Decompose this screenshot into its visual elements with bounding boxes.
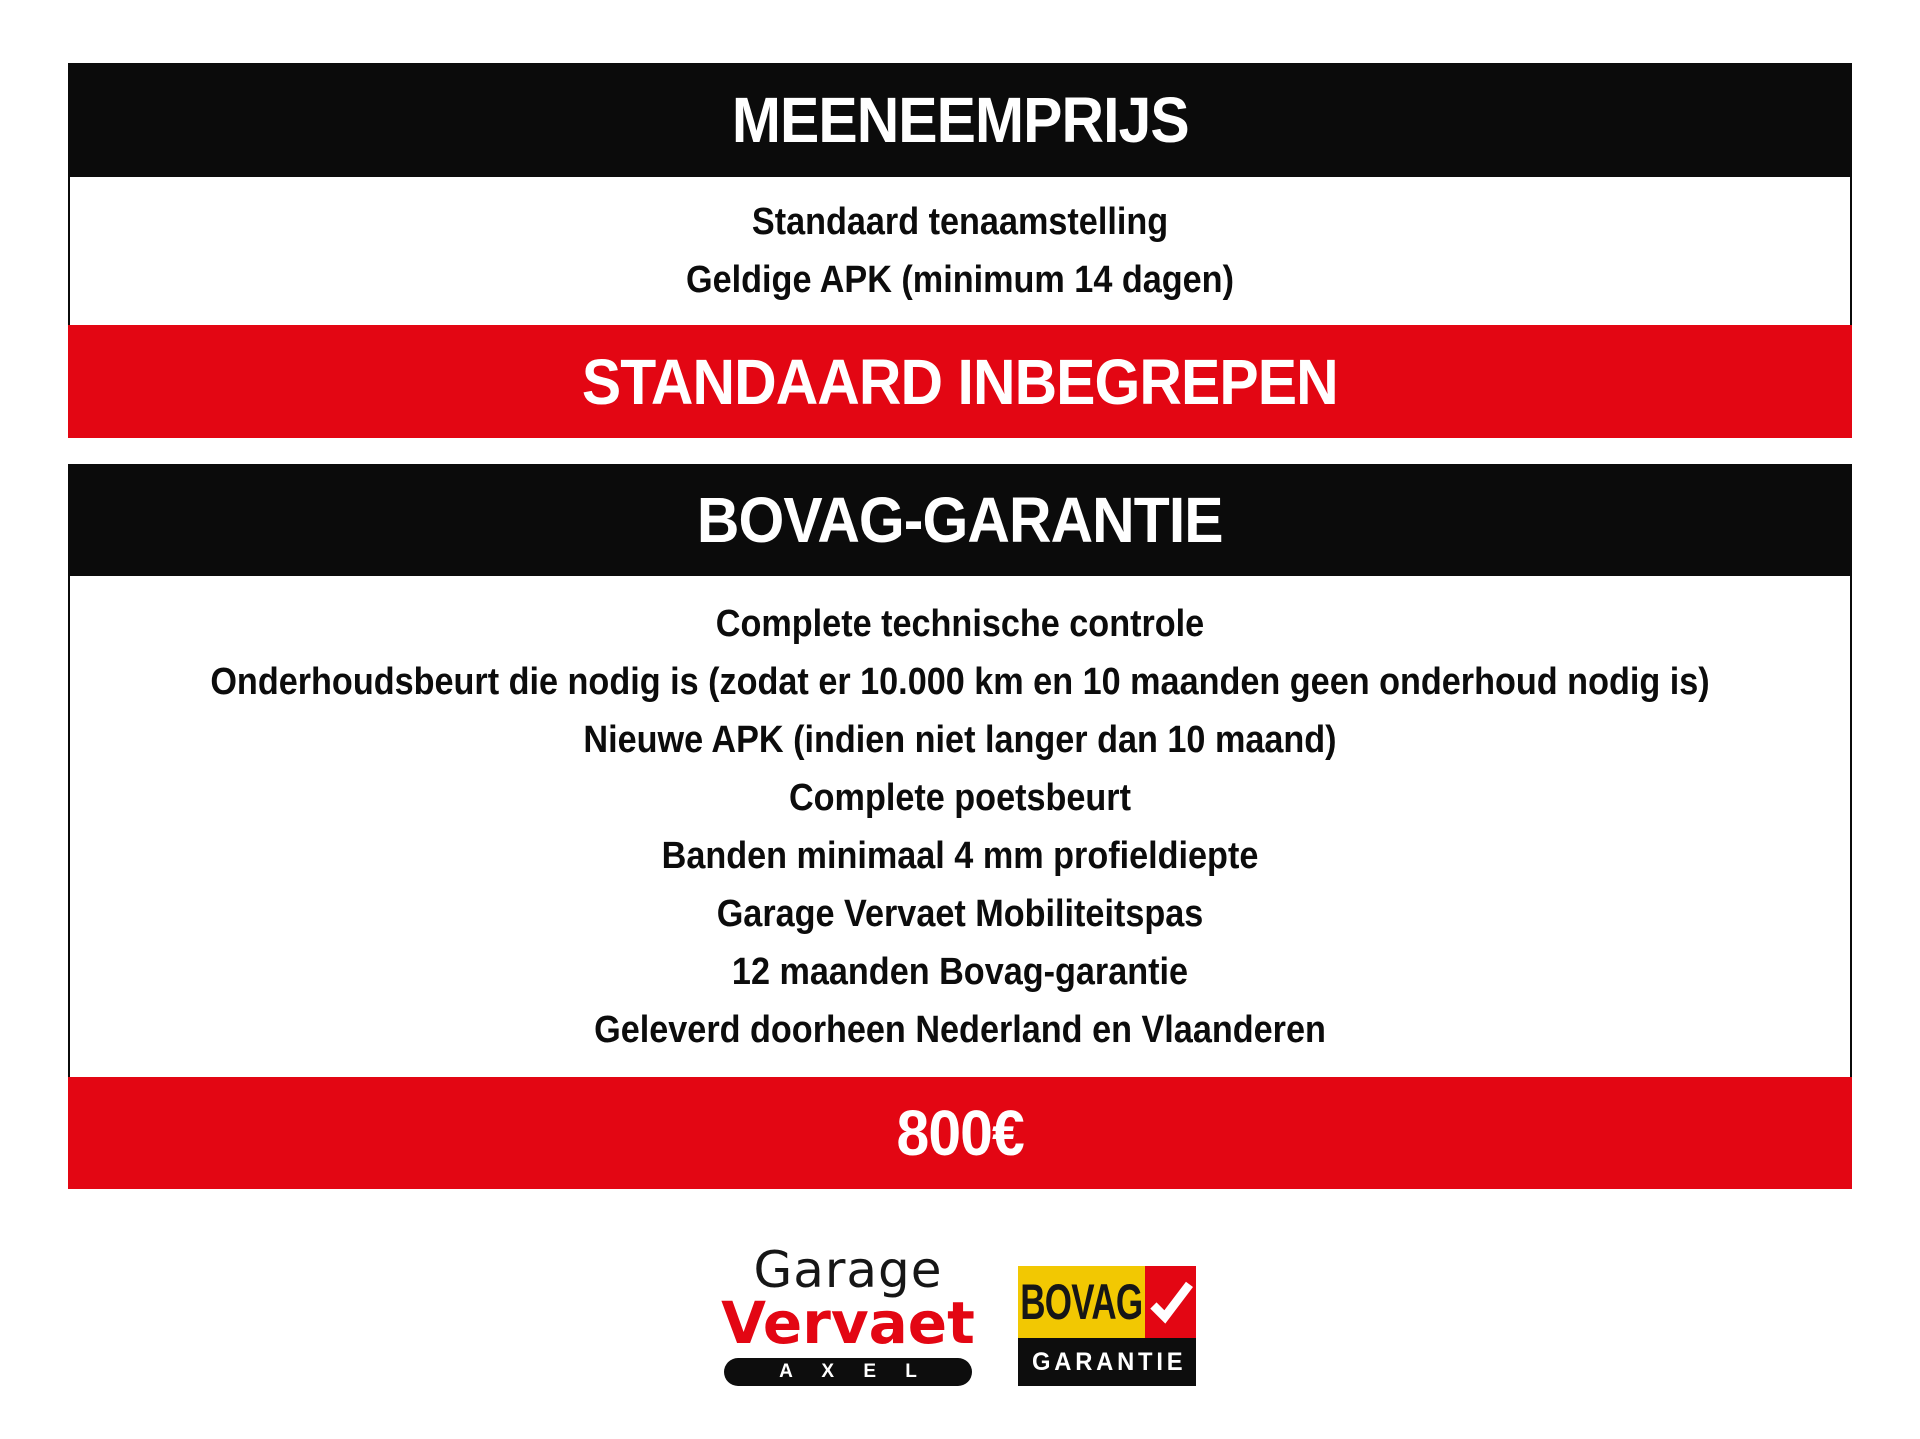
- bovag-logo-yellow-block: [1018, 1266, 1145, 1338]
- bovag-logo-wordmark: BOVAG: [1020, 1274, 1143, 1330]
- logos-row: [68, 1241, 1852, 1386]
- bovag-logo-red-block: [1145, 1266, 1196, 1338]
- garage-vervaet-logo-vervaet-text: Vervaet: [721, 1289, 975, 1357]
- benefit-line: Geleverd doorheen Nederland en Vlaanderen: [594, 1008, 1326, 1051]
- meeneemprijs-line: Geldige APK (minimum 14 dagen): [686, 259, 1234, 301]
- benefit-line: Onderhoudsbeurt die nodig is (zodat er 10.000 km en 10 maanden geen onderhoud nodig is): [210, 660, 1710, 703]
- garage-vervaet-logo-garage-text: Garage: [753, 1241, 943, 1299]
- bovag-garantie-header-banner: [68, 464, 1852, 576]
- meeneemprijs-header-banner: [68, 63, 1852, 177]
- axel-badge-text: A X E L: [779, 1361, 929, 1382]
- bovag-logo-garantie-text: GARANTIE: [1031, 1347, 1187, 1376]
- benefit-line: 12 maanden Bovag-garantie: [731, 950, 1189, 993]
- bovag-garantie-card: [68, 464, 1852, 1189]
- benefit-line: Banden minimaal 4 mm profieldiepte: [661, 834, 1259, 877]
- garage-vervaet-logo: [721, 1241, 975, 1386]
- price-value: 800€: [896, 1097, 1024, 1169]
- meeneemprijs-line: Standaard tenaamstelling: [751, 201, 1169, 243]
- standaard-inbegrepen-title: STANDAARD INBEGREPEN: [582, 345, 1338, 418]
- bovag-logo-top: [1018, 1266, 1196, 1338]
- benefit-line: Nieuwe APK (indien niet langer dan 10 maand): [583, 718, 1337, 761]
- axel-badge: [724, 1358, 972, 1386]
- benefit-line: Garage Vervaet Mobiliteitspas: [716, 892, 1204, 935]
- bovag-garantie-logo: [1018, 1266, 1196, 1386]
- benefit-line: Complete poetsbeurt: [788, 776, 1132, 819]
- bovag-garantie-title: BOVAG-GARANTIE: [697, 484, 1223, 556]
- price-banner: [68, 1077, 1852, 1189]
- meeneemprijs-card: [68, 63, 1852, 438]
- benefit-line: Complete technische controle: [715, 602, 1205, 645]
- card-separator: [68, 438, 1852, 464]
- meeneemprijs-body: [68, 177, 1852, 325]
- bovag-garantie-body: [68, 576, 1852, 1077]
- meeneemprijs-title: MEENEEMPRIJS: [731, 84, 1189, 156]
- checkmark-icon: [1149, 1278, 1193, 1326]
- dealer-info-poster: [68, 0, 1852, 1386]
- standaard-inbegrepen-banner: [68, 325, 1852, 438]
- bovag-logo-garantie-bar: [1018, 1338, 1196, 1386]
